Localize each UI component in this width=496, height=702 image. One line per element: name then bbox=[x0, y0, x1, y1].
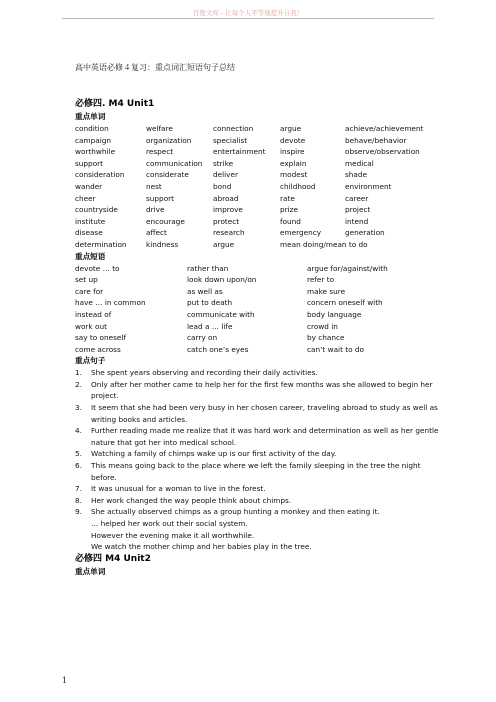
unit1-word-table bbox=[75, 123, 445, 251]
phrase-cell: make sure bbox=[307, 286, 346, 296]
phrase-cell: argue for/against/with bbox=[307, 263, 388, 273]
phrase-cell: set up bbox=[75, 275, 98, 285]
word-cell: connection bbox=[213, 124, 254, 133]
sentence-text: It was unusual for a woman to live in the forest. bbox=[91, 484, 266, 494]
sentence-text: This means going back to the place where we left the family sleeping in the tree the night before. bbox=[91, 461, 421, 482]
phrase-row bbox=[75, 274, 445, 286]
word-cell: respect bbox=[146, 147, 174, 157]
word-cell: intend bbox=[345, 216, 369, 226]
word-cell: medical bbox=[345, 158, 374, 168]
phrase-cell: lead a … life bbox=[187, 321, 233, 331]
word-cell: modest bbox=[280, 170, 308, 180]
word-cell: condition bbox=[75, 124, 109, 133]
sentence-number: 9. bbox=[75, 507, 82, 517]
word-row bbox=[75, 181, 445, 193]
unit1-phrases-heading: 重点短语 bbox=[75, 251, 106, 261]
word-cell: bond bbox=[213, 181, 232, 191]
sentence-text: She actually observed chimps as a group hunting a monkey and then eating it. bbox=[91, 507, 380, 517]
phrase-cell: carry on bbox=[187, 333, 218, 343]
sentence-number: 2. bbox=[75, 379, 82, 389]
phrase-cell: work out bbox=[75, 321, 107, 331]
sentence-number: 5. bbox=[75, 449, 82, 459]
sentence-item bbox=[75, 483, 445, 495]
word-cell: prize bbox=[280, 205, 298, 215]
phrase-cell: have … in common bbox=[75, 298, 146, 308]
word-row bbox=[75, 239, 445, 251]
word-cell: disease bbox=[75, 228, 103, 238]
word-cell: research bbox=[213, 228, 245, 238]
word-cell: affect bbox=[146, 228, 167, 238]
sentence-item bbox=[75, 495, 445, 507]
phrase-cell: devote … to bbox=[75, 263, 120, 273]
word-cell: cheer bbox=[75, 193, 96, 203]
phrase-cell: refer to bbox=[307, 275, 335, 285]
word-cell: worthwhile bbox=[75, 147, 116, 157]
sentence-item bbox=[75, 425, 445, 448]
word-cell: shade bbox=[345, 170, 368, 180]
unit1-words-heading: 重点单词 bbox=[75, 112, 106, 121]
word-cell: emergency bbox=[280, 228, 322, 238]
unit1-heading: 必修四. M4 Unit1 bbox=[75, 99, 155, 109]
word-row bbox=[75, 169, 445, 181]
word-cell: countryside bbox=[75, 205, 118, 215]
sentence-item bbox=[75, 367, 445, 379]
phrase-row bbox=[75, 344, 445, 356]
word-cell: explain bbox=[280, 158, 307, 168]
word-cell: protect bbox=[213, 216, 240, 226]
sentence-item bbox=[75, 460, 445, 483]
phrase-cell: as well as bbox=[187, 286, 223, 296]
word-cell: childhood bbox=[280, 181, 316, 191]
word-cell: achieve/achievement bbox=[345, 124, 424, 133]
phrase-cell: look down upon/on bbox=[187, 275, 257, 285]
phrase-row bbox=[75, 332, 445, 344]
sentence-item bbox=[75, 506, 445, 518]
header-rule bbox=[62, 18, 434, 19]
phrase-cell: can’t wait to do bbox=[307, 344, 364, 354]
sentence-text: It seem that she had been very busy in her chosen career, traveling abroad to study as well as writing books and articles. bbox=[91, 403, 438, 424]
word-cell: rate bbox=[280, 193, 295, 203]
unit2-words-heading: 重点单词 bbox=[75, 566, 106, 576]
word-cell: consideration bbox=[75, 170, 125, 180]
word-cell: career bbox=[345, 193, 369, 203]
word-cell: devote bbox=[280, 135, 306, 145]
sentence-text: Watching a family of chimps wake up is our first activity of the day. bbox=[91, 449, 337, 459]
phrase-cell: communicate with bbox=[187, 309, 255, 319]
word-row bbox=[75, 204, 445, 216]
word-cell: nest bbox=[146, 181, 162, 191]
word-row bbox=[75, 123, 445, 135]
word-cell: observe/observation bbox=[345, 147, 420, 157]
phrase-cell: rather than bbox=[187, 263, 229, 273]
page-number: 1 bbox=[62, 676, 68, 685]
word-cell: abroad bbox=[213, 193, 239, 203]
phrase-row bbox=[75, 286, 445, 298]
word-row bbox=[75, 216, 445, 228]
phrase-cell: crowd in bbox=[307, 321, 338, 331]
word-cell: considerate bbox=[146, 170, 189, 180]
sentence-number: 6. bbox=[75, 461, 82, 471]
phrase-row bbox=[75, 309, 445, 321]
word-cell: drive bbox=[146, 205, 165, 215]
unit2-heading: 必修四 M4 Unit2 bbox=[75, 553, 151, 564]
word-cell: organization bbox=[146, 135, 192, 145]
phrase-cell: put to death bbox=[187, 298, 233, 308]
word-cell: project bbox=[345, 205, 371, 215]
word-cell: kindness bbox=[146, 239, 179, 249]
sentence-item bbox=[75, 448, 445, 460]
unit1-extra-lines bbox=[75, 518, 445, 553]
phrase-cell: by chance bbox=[307, 333, 345, 343]
word-row bbox=[75, 158, 445, 170]
unit1-sentences-heading: 重点句子 bbox=[75, 356, 106, 366]
phrase-cell: body language bbox=[307, 309, 362, 319]
word-cell: support bbox=[75, 158, 104, 168]
phrase-row bbox=[75, 321, 445, 333]
word-cell: communication bbox=[146, 158, 203, 168]
phrase-cell: care for bbox=[75, 286, 104, 296]
word-cell: campaign bbox=[75, 135, 111, 145]
phrase-row bbox=[75, 297, 445, 309]
word-cell: wander bbox=[75, 181, 103, 191]
sentence-text: Only after her mother came to help her for the first few months was she allowed to begin her project. bbox=[91, 379, 433, 401]
sentence-item bbox=[75, 379, 445, 402]
word-cell: institute bbox=[75, 216, 106, 226]
word-cell: determination bbox=[75, 239, 127, 249]
word-cell: found bbox=[280, 216, 301, 226]
word-cell: argue bbox=[280, 124, 302, 133]
phrase-cell: catch one’s eyes bbox=[187, 344, 249, 354]
word-cell: encourage bbox=[146, 216, 185, 226]
word-row bbox=[75, 193, 445, 205]
extra-line: … helped her work out their social system. bbox=[91, 519, 248, 528]
word-cell: mean doing/mean to do bbox=[280, 239, 368, 249]
document-body bbox=[75, 98, 445, 578]
extra-line: However the evening make it all worthwhile. bbox=[91, 530, 255, 540]
phrase-cell: concern oneself with bbox=[307, 298, 383, 308]
sentence-text: She spent years observing and recording their daily activities. bbox=[91, 368, 318, 378]
word-row bbox=[75, 227, 445, 239]
word-cell: support bbox=[146, 193, 175, 203]
word-cell: entertainment bbox=[213, 147, 266, 157]
watermark: 百度文库 - 让每个人平等地提升自我！ bbox=[192, 9, 304, 17]
word-cell: behave/behavior bbox=[345, 135, 407, 145]
phrase-cell: instead of bbox=[75, 309, 112, 319]
phrase-cell: come across bbox=[75, 344, 121, 354]
word-cell: specialist bbox=[213, 135, 248, 145]
document-title: 高中英语必修４复习：重点词汇短语句子总结 bbox=[75, 63, 235, 72]
sentence-item bbox=[75, 402, 445, 425]
word-cell: strike bbox=[213, 158, 234, 168]
word-cell: environment bbox=[345, 181, 392, 191]
unit1-phrase-table bbox=[75, 263, 445, 356]
word-row bbox=[75, 146, 445, 158]
phrase-row bbox=[75, 263, 445, 275]
sentence-number: 1. bbox=[75, 368, 82, 378]
unit1-sentence-list bbox=[75, 367, 445, 518]
word-cell: inspire bbox=[280, 147, 305, 157]
sentence-text: Further reading made me realize that it was hard work and determination as well as her gentle nature that got her into medical school. bbox=[91, 426, 439, 447]
word-cell: welfare bbox=[146, 124, 173, 133]
sentence-number: 3. bbox=[75, 403, 82, 413]
word-cell: deliver bbox=[213, 170, 238, 180]
sentence-text: Her work changed the way people think about chimps. bbox=[91, 495, 292, 505]
word-row bbox=[75, 135, 445, 147]
word-cell: improve bbox=[213, 205, 243, 215]
phrase-cell: say to oneself bbox=[75, 333, 127, 343]
word-cell: generation bbox=[345, 228, 385, 238]
extra-line: We watch the mother chimp and her babies play in the tree. bbox=[91, 542, 312, 552]
sentence-number: 4. bbox=[75, 426, 82, 436]
sentence-number: 7. bbox=[75, 484, 82, 494]
sentence-number: 8. bbox=[75, 495, 82, 505]
word-cell: argue bbox=[213, 239, 235, 249]
